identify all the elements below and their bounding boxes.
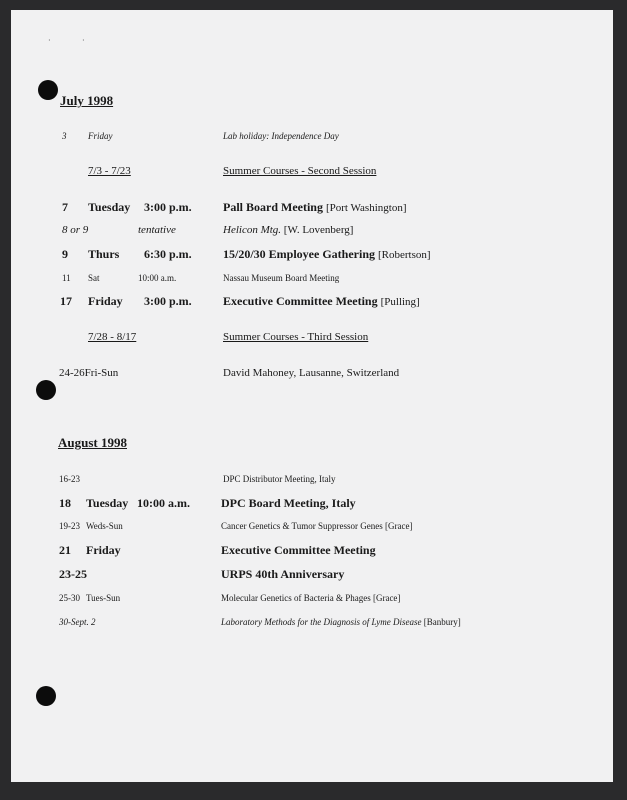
- event-title: Molecular Genetics of Bacteria & Phages: [221, 593, 371, 603]
- session-dates: 7/3 - 7/23: [88, 165, 131, 177]
- event-day: Friday: [88, 294, 123, 308]
- session-dates: 7/28 - 8/17: [88, 331, 137, 343]
- event-date: 21: [59, 543, 71, 557]
- event-time: 3:00 p.m.: [144, 294, 192, 308]
- event-time: 10:00 a.m.: [137, 496, 190, 510]
- event-day: Sat: [88, 273, 100, 283]
- event-note: [Pulling]: [380, 296, 420, 308]
- punch-hole: [36, 380, 56, 400]
- event-note: [Grace]: [372, 593, 401, 603]
- event-day: Thurs: [88, 247, 120, 261]
- scan-speck: ·: [82, 36, 85, 45]
- event-title: 15/20/30 Employee Gathering: [223, 247, 375, 261]
- event-note: [Banbury]: [423, 617, 461, 627]
- event-title: Summer Courses - Second Session: [223, 165, 377, 177]
- event-title: URPS 40th Anniversary: [221, 567, 345, 581]
- event-date: 19-23: [59, 521, 80, 531]
- event-day: Weds-Sun: [86, 521, 123, 531]
- event-title: Executive Committee Meeting: [223, 294, 378, 308]
- event-date: 25-30: [59, 593, 80, 603]
- event-title: Nassau Museum Board Meeting: [223, 273, 340, 283]
- event-day: Friday: [86, 543, 121, 557]
- event-title: DPC Board Meeting, Italy: [221, 496, 356, 510]
- event-title: Executive Committee Meeting: [221, 543, 376, 557]
- event-date: 18: [59, 496, 71, 510]
- month-heading-july: July 1998: [60, 93, 114, 108]
- punch-hole: [36, 686, 56, 706]
- event-title: DPC Distributor Meeting, Italy: [223, 474, 336, 484]
- event-time: 10:00 a.m.: [138, 273, 177, 283]
- punch-hole: [38, 80, 58, 100]
- event-date: 8 or 9: [62, 224, 89, 236]
- event-date: 16-23: [59, 474, 80, 484]
- event-title: Laboratory Methods for the Diagnosis of Lyme Disease: [221, 617, 422, 627]
- event-title: Helicon Mtg.: [223, 224, 282, 236]
- event-day: Tuesday: [86, 496, 129, 510]
- month-heading-august: August 1998: [58, 435, 127, 450]
- event-note: [Robertson]: [378, 249, 431, 261]
- event-day: Friday: [88, 131, 113, 141]
- event-title: Cancer Genetics & Tumor Suppressor Genes: [221, 521, 383, 531]
- event-day: Fri-Sun: [84, 367, 119, 379]
- event-date: 9: [62, 247, 68, 261]
- event-note: [Port Washington]: [325, 202, 407, 214]
- scan-speck: ·: [48, 36, 51, 45]
- event-title: Pall Board Meeting: [223, 200, 323, 214]
- event-time: 6:30 p.m.: [144, 247, 192, 261]
- event-date: 24-26: [59, 367, 85, 379]
- event-time: 3:00 p.m.: [144, 200, 192, 214]
- event-title: David Mahoney, Lausanne, Switzerland: [223, 367, 400, 379]
- event-date: 7: [62, 200, 68, 214]
- event-title: Summer Courses - Third Session: [223, 331, 369, 343]
- event-note: [W. Lovenberg]: [283, 224, 354, 236]
- event-date: 17: [60, 294, 72, 308]
- event-time: tentative: [138, 224, 176, 236]
- event-date: 3: [62, 131, 67, 141]
- event-day: Tues-Sun: [86, 593, 121, 603]
- event-date: 30-Sept. 2: [59, 617, 96, 627]
- document-page: [11, 10, 613, 782]
- event-date: 23-25: [59, 567, 87, 581]
- event-title: Lab holiday: Independence Day: [223, 131, 339, 141]
- event-date: 11: [62, 273, 71, 283]
- event-day: Tuesday: [88, 200, 131, 214]
- event-note: [Grace]: [384, 521, 413, 531]
